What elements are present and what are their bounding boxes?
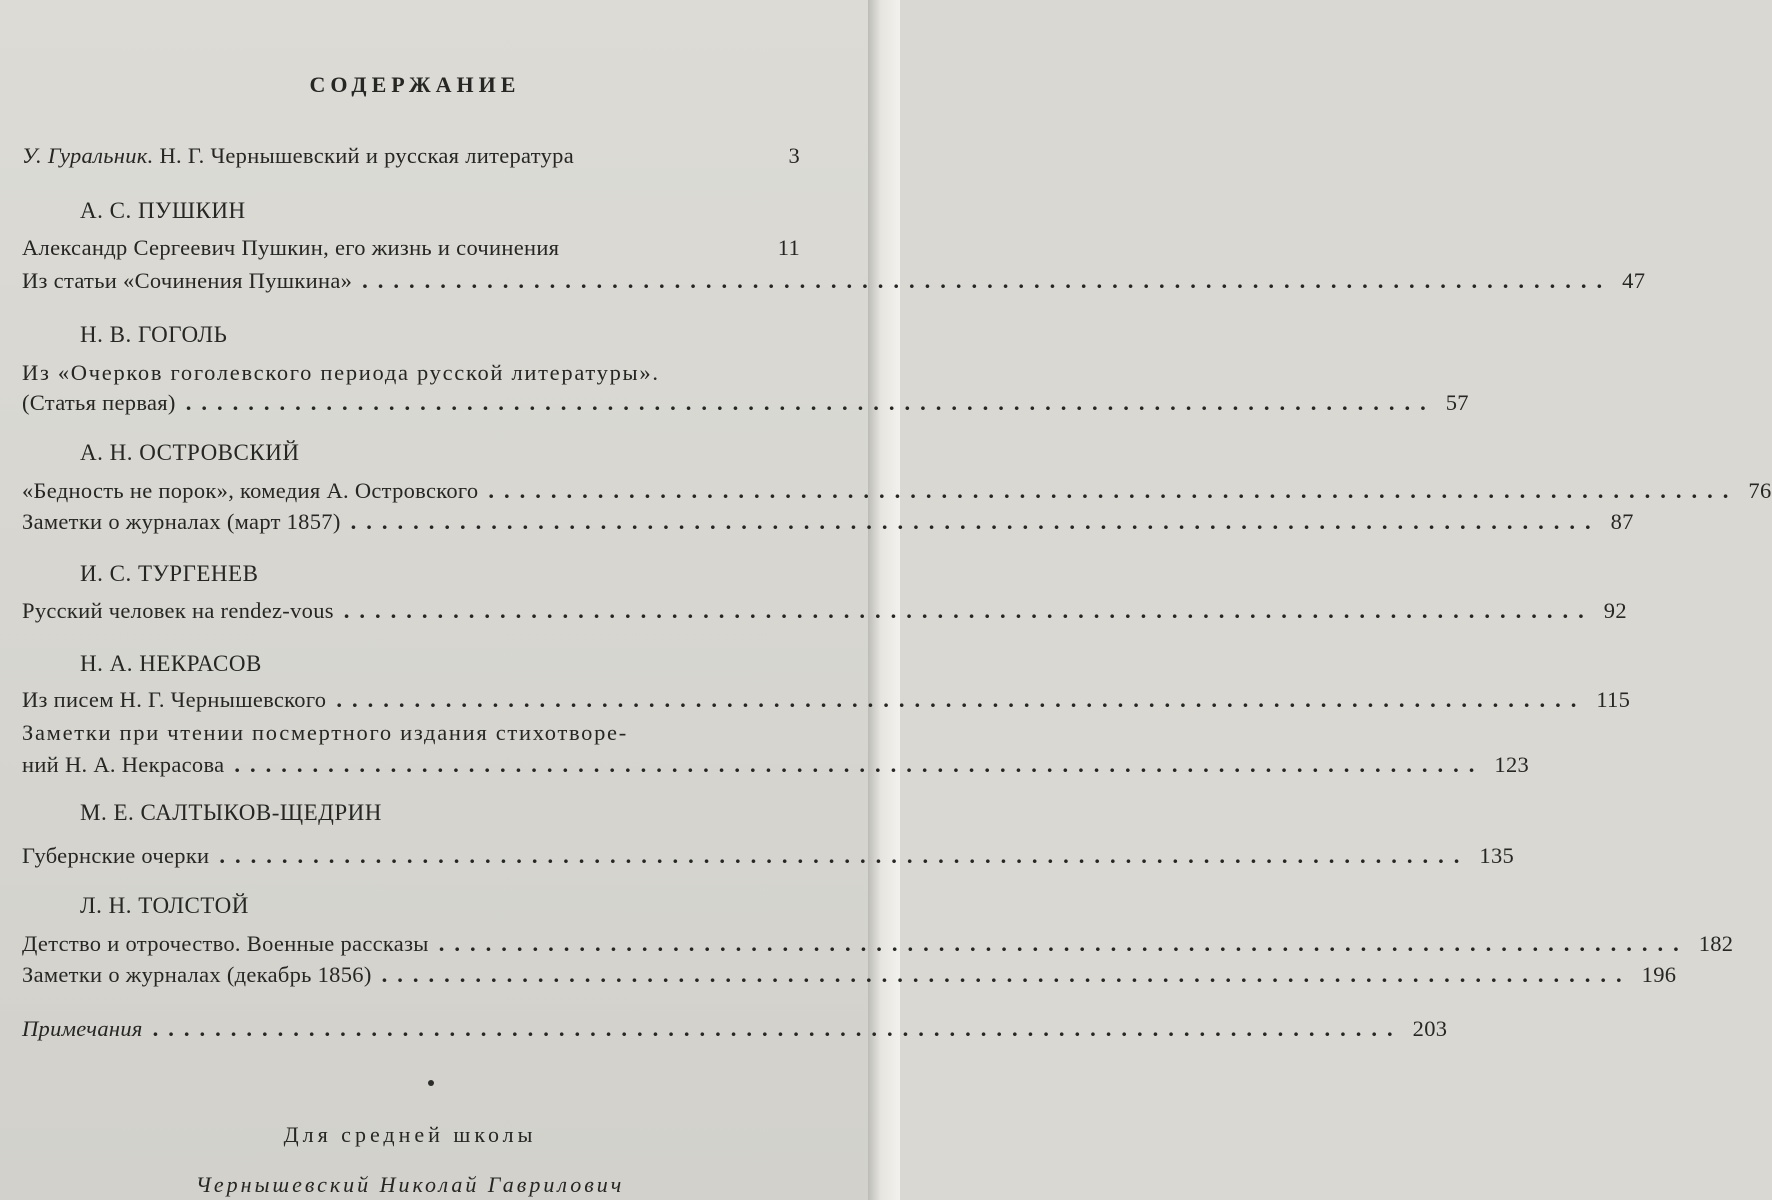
toc-entry <box>22 598 1627 628</box>
section-heading-saltykov: М. Е. САЛТЫКОВ-ЩЕДРИН <box>80 800 382 825</box>
toc-entry-notes <box>22 1016 1448 1046</box>
toc-entry-intro <box>22 143 800 173</box>
section-heading-turgenev: И. С. ТУРГЕНЕВ <box>80 561 259 586</box>
section-heading-ostrovsky: А. Н. ОСТРОВСКИЙ <box>80 440 300 465</box>
page-number: 115 <box>1596 687 1631 712</box>
page-number: 123 <box>1494 752 1530 777</box>
entry-continuation: ний Н. А. Некрасова <box>22 752 225 777</box>
page-number: 203 <box>1412 1016 1448 1041</box>
intro-author: У. Гуральник. <box>22 143 154 168</box>
dot-leader: ................................................................................ <box>438 931 1689 956</box>
page-number: 3 <box>788 143 800 168</box>
entry-title: «Бедность не порок», комедия А. Островского <box>22 478 479 503</box>
toc-entry <box>22 752 1530 782</box>
toc-entry <box>22 478 1772 508</box>
section-heading-nekrasov: Н. А. НЕКРАСОВ <box>80 651 262 676</box>
toc-entry <box>22 931 1734 961</box>
page-number: 76 <box>1748 478 1772 503</box>
dot-leader: ................................................................................ <box>381 962 1632 987</box>
entry-title: Из писем Н. Г. Чернышевского <box>22 687 327 712</box>
page-number: 11 <box>777 235 800 260</box>
entry-title: Из статьи «Сочинения Пушкина» <box>22 268 353 293</box>
notes-title: Примечания <box>22 1016 143 1041</box>
toc-entry <box>22 687 1631 717</box>
toc-entry <box>22 843 1515 873</box>
entry-title: Заметки о журналах (декабрь 1856) <box>22 962 372 987</box>
entry-title: Русский человек на rendez-vous <box>22 598 334 623</box>
dot-leader: ................................................................................ <box>350 509 1601 534</box>
intro-title: Н. Г. Чернышевский и русская литература <box>159 143 574 168</box>
toc-entry <box>22 235 800 265</box>
entry-title: Заметки при чтении посмертного издания стихотворе- <box>22 720 628 745</box>
entry-title: Детство и отрочество. Военные рассказы <box>22 931 429 956</box>
section-heading-tolstoy: Л. Н. ТОЛСТОЙ <box>80 893 249 918</box>
dot-leader: ................................................................................ <box>234 752 1485 777</box>
dot-leader: ................................................................................ <box>336 687 1587 712</box>
separator-dot <box>428 1080 434 1086</box>
section-heading-pushkin: А. С. ПУШКИН <box>80 198 246 223</box>
toc-entry <box>22 509 1634 539</box>
toc-entry <box>22 268 1646 298</box>
page-number: 135 <box>1479 843 1515 868</box>
footer-series: Для средней школы <box>283 1122 537 1147</box>
entry-title: Александр Сергеевич Пушкин, его жизнь и сочинения <box>22 235 560 260</box>
page-number: 196 <box>1641 962 1677 987</box>
page-number: 47 <box>1622 268 1646 293</box>
toc-entry <box>22 390 1469 420</box>
dot-leader: ................................................................................ <box>152 1016 1403 1041</box>
dot-leader: ................................................................................ <box>219 843 1470 868</box>
dot-leader: ................................................................................ <box>185 390 1436 415</box>
entry-title: Из «Очерков гоголевского периода русской литературы». <box>22 360 660 385</box>
page-number: 57 <box>1445 390 1469 415</box>
page-number: 92 <box>1603 598 1627 623</box>
page-number: 87 <box>1610 509 1634 534</box>
contents-title: СОДЕРЖАНИЕ <box>309 72 521 97</box>
footer-author: Чернышевский Николай Гаврилович <box>195 1172 625 1197</box>
dot-leader: ................................................................................ <box>362 268 1613 293</box>
section-heading-gogol: Н. В. ГОГОЛЬ <box>80 322 228 347</box>
dot-leader: ................................................................................ <box>488 478 1739 503</box>
entry-continuation: (Статья первая) <box>22 390 176 415</box>
page-number: 182 <box>1698 931 1734 956</box>
entry-title: Заметки о журналах (март 1857) <box>22 509 341 534</box>
dot-leader: ................................................................................ <box>343 598 1594 623</box>
toc-entry <box>22 962 1677 992</box>
entry-title: Губернские очерки <box>22 843 210 868</box>
